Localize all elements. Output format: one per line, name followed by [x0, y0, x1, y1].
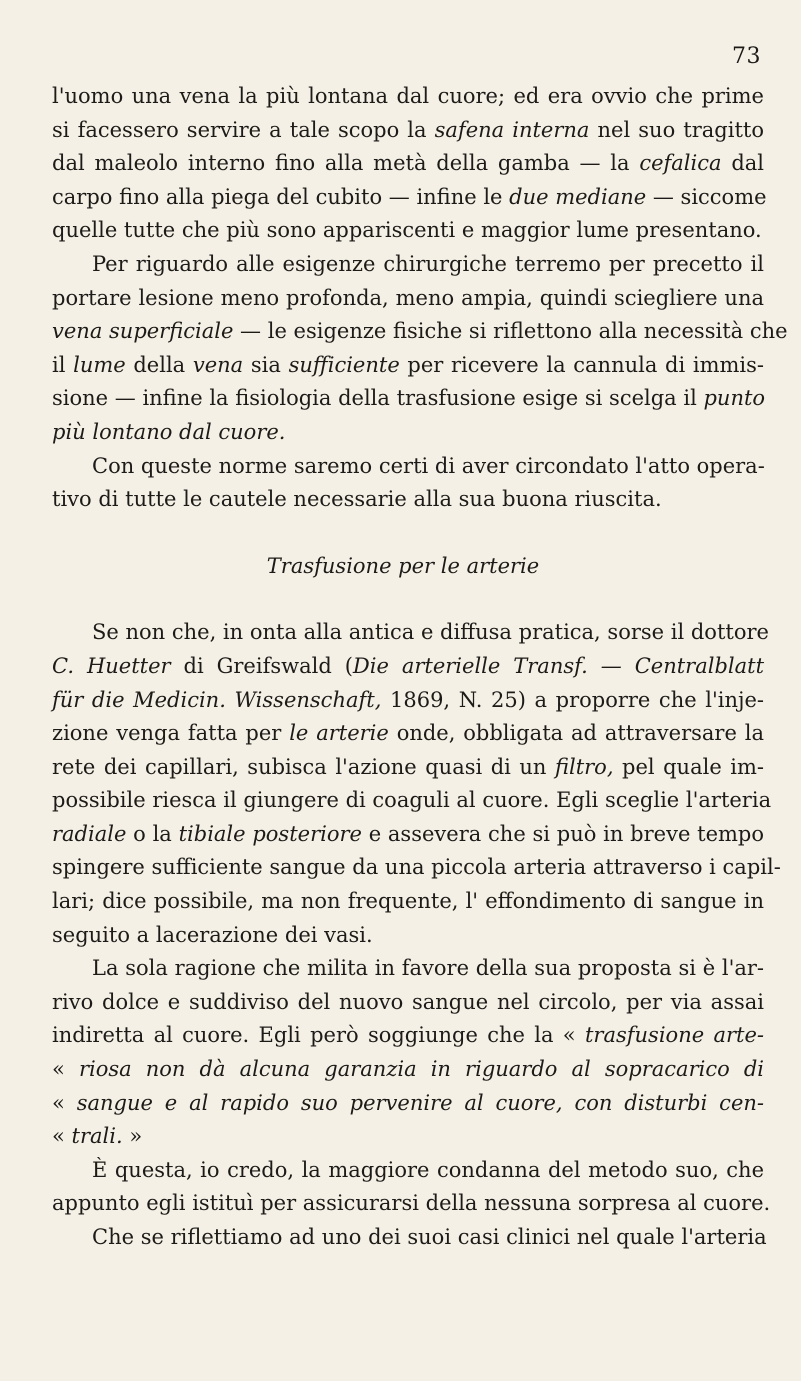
text-span: « [52, 1090, 77, 1115]
italic-text: riosa non dà alcuna garanzia in riguardo al sopracarico di [78, 1057, 764, 1082]
text-line [52, 1120, 764, 1154]
italic-text: lume [73, 352, 126, 377]
text-line [52, 114, 764, 148]
text-line [52, 147, 764, 181]
text-span: sione — infine la fisiologia della trasfusione esige si scelga il [52, 386, 704, 411]
text-span: o la [126, 821, 179, 846]
text-line [52, 784, 772, 818]
italic-text: più lontano dal cuore. [52, 419, 286, 444]
italic-text: Die arterielle Transf. — Centralblatt [352, 653, 765, 678]
text-line [52, 717, 764, 751]
text-span: e assevera che si può in breve tempo [361, 821, 765, 846]
text-line [52, 1221, 767, 1255]
section-heading: Trasfusione per le arterie [266, 553, 540, 578]
text-line [52, 80, 764, 114]
italic-text: cefalica [639, 151, 722, 176]
text-line [52, 952, 764, 986]
text-span: onde, obbligata ad attraversare la [388, 721, 764, 746]
text-span: spingere sufficiente sangue da una piccola arteria attraverso i capil- [52, 855, 781, 880]
text-span: È questa, io credo, la maggiore condanna del metodo suo, che [92, 1157, 764, 1182]
text-span: appunto egli istituì per assicurarsi della nessuna sorpresa al cuore. [52, 1191, 771, 1216]
italic-text: sufficiente [288, 352, 400, 377]
text-span: lari; dice possibile, ma non frequente, l' effondimento di sangue in [52, 889, 764, 914]
italic-text: due mediane [509, 184, 647, 209]
text-span: Che se riflettiamo ad uno dei suoi casi clinici nel quale l'arteria [92, 1225, 767, 1249]
text-line [52, 851, 781, 885]
text-span: per ricevere la cannula di immis- [399, 352, 764, 377]
text-span: pel quale im- [613, 754, 764, 779]
text-span [563, 1091, 575, 1115]
text-line [52, 885, 764, 919]
italic-text: C. Huetter [52, 653, 171, 678]
text-line [52, 315, 788, 349]
text-span: dal [721, 151, 765, 176]
body-text [52, 80, 788, 1255]
text-span: di Greifswald ( [170, 653, 353, 678]
italic-text: le arterie [289, 721, 389, 746]
italic-text: sangue e al rapido suo pervenire al cuore, [76, 1090, 563, 1115]
text-span: zione venga fatta per [52, 721, 290, 746]
text-span: Con queste norme saremo certi di aver circondato l'atto opera- [92, 453, 765, 478]
text-span: portare lesione meno profonda, meno ampia, quindi sciegliere una [52, 285, 764, 310]
italic-text: vena [192, 352, 244, 377]
text-line [52, 919, 764, 953]
text-span: l'uomo una vena la più lontana dal cuore; ed era ovvio che prime [52, 84, 764, 108]
text-span: rivo dolce e suddiviso del nuovo sangue nel circolo, per via assai [52, 989, 764, 1014]
text-line [52, 450, 764, 484]
italic-text: radiale [52, 821, 127, 846]
text-span: seguito a lacerazione dei vasi. [52, 922, 373, 947]
page-number: 73 [732, 44, 761, 69]
text-span: dal maleolo interno fino alla metà della gamba — la [52, 151, 640, 176]
text-line [52, 416, 764, 450]
text-line [52, 1019, 764, 1053]
text-span: tivo di tutte le cautele necessarie alla sua buona riuscita. [52, 487, 662, 512]
text-span: — siccome [646, 184, 767, 209]
italic-text: trali. [71, 1124, 123, 1149]
text-line [52, 616, 769, 650]
text-span: Per riguardo alle esigenze chirurgiche terremo per precetto il [92, 251, 764, 276]
text-span: possibile riesca il giungere di coaguli al cuore. Egli sceglie l'arteria [52, 788, 772, 813]
text-span: — le esigenze fisiche si riflettono alla necessità che [233, 319, 788, 344]
text-line [52, 986, 764, 1020]
text-span: quelle tutte che più sono appariscenti e maggior lume presentano. [52, 218, 762, 243]
text-line [52, 349, 764, 383]
text-line [52, 650, 764, 684]
text-line [52, 1053, 764, 1087]
text-line [52, 248, 764, 282]
text-line [52, 1187, 771, 1221]
text-span: nel suo tragitto [589, 117, 764, 142]
text-line [52, 214, 764, 248]
text-span: 1869, N. 25) a proporre che l'inje- [381, 687, 765, 712]
text-span: sia [243, 352, 289, 377]
text-line [52, 1154, 764, 1188]
text-span: » [122, 1124, 143, 1149]
text-line [52, 1087, 764, 1121]
text-line [52, 181, 767, 215]
text-span: rete dei capillari, subisca l'azione quasi di un [52, 754, 555, 779]
text-line [52, 483, 764, 517]
text-span: Se non che, in onta alla antica e diffusa pratica, sorse il dottore [92, 620, 769, 645]
text-span: « [52, 1057, 79, 1082]
italic-text: punto [703, 386, 766, 411]
text-span: il [52, 352, 74, 377]
text-span: si facessero servire a tale scopo la [52, 117, 435, 142]
text-span: della [125, 352, 193, 377]
text-span: carpo fino alla piega del cubito — infine le [52, 184, 510, 209]
text-line [52, 751, 764, 785]
text-span: « [52, 1124, 72, 1149]
text-line [52, 282, 764, 316]
italic-text: für die Medicin. Wissenschaft, [52, 687, 382, 712]
italic-text: vena superficiale [52, 319, 234, 344]
text-line [52, 382, 764, 416]
italic-text: safena interna [434, 117, 590, 142]
italic-text: con disturbi cen- [574, 1090, 764, 1115]
text-span: indiretta al cuore. Egli però soggiunge che la « [52, 1023, 585, 1048]
text-line [52, 684, 764, 718]
italic-text: trasfusione arte- [584, 1023, 764, 1048]
text-line [52, 818, 764, 852]
italic-text: filtro, [554, 754, 614, 779]
text-span: La sola ragione che milita in favore della sua proposta si è l'ar- [92, 956, 764, 981]
italic-text: tibiale posteriore [178, 821, 362, 846]
